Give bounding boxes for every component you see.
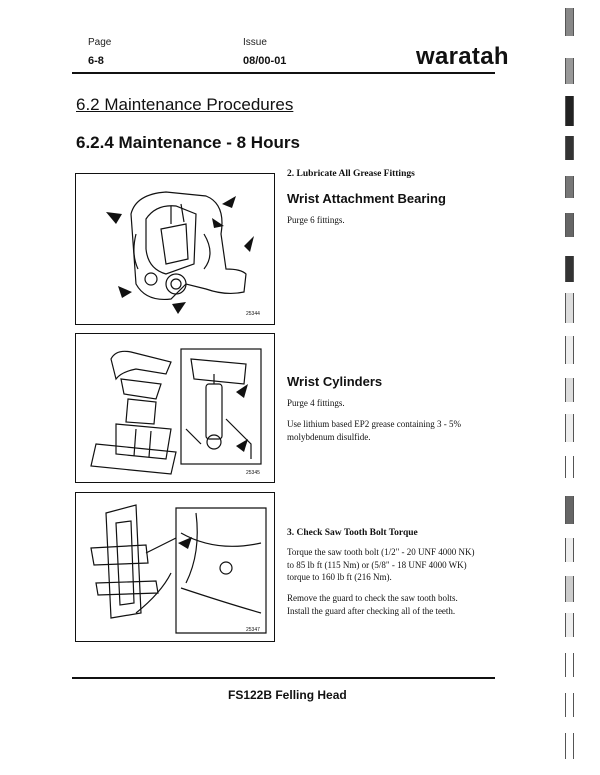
wrist-cylinders-purge: Purge 4 fittings. <box>287 398 345 408</box>
wrist-cylinders-heading: Wrist Cylinders <box>287 374 383 389</box>
grease-line: molybdenum disulfide. <box>287 431 371 442</box>
brand-logo: waratah <box>416 43 509 70</box>
subsection-title: 6.2.4 Maintenance - 8 Hours <box>76 133 300 152</box>
figure-id: 25344 <box>246 311 260 317</box>
section-tab <box>565 496 574 524</box>
wrist-bearing-illustration <box>76 174 274 324</box>
issue-number: 08/00-01 <box>243 55 287 67</box>
wrist-cylinders-illustration <box>76 334 274 482</box>
section-tab <box>565 293 574 323</box>
torque-line: torque to 160 lb ft (216 Nm). <box>287 572 392 582</box>
torque-line: Torque the saw tooth bolt (1/2" - 20 UNF 4000 NK) <box>287 547 475 557</box>
figure-id: 25347 <box>246 627 260 633</box>
section-tab <box>565 336 574 364</box>
torque-text <box>287 546 475 584</box>
section-tab <box>565 213 574 237</box>
section-tab <box>565 538 574 562</box>
section-tab <box>565 414 574 442</box>
figure-wrist-bearing <box>75 173 275 325</box>
section-title: 6.2 Maintenance Procedures <box>76 95 294 114</box>
torque-line: to 85 lb ft (115 Nm) or (5/8" - 18 UNF 4000 WK) <box>287 559 467 570</box>
section-tab <box>565 378 574 402</box>
section-tab <box>565 653 574 677</box>
section-tab <box>565 136 574 160</box>
guard-line: Install the guard after checking all of the teeth. <box>287 605 456 616</box>
section-tab <box>565 456 574 478</box>
section-tab <box>565 733 574 759</box>
issue-label: Issue <box>243 37 267 48</box>
section-tab <box>565 693 574 717</box>
section-tab-strip <box>565 8 587 768</box>
footer-title: FS122B Felling Head <box>228 688 347 702</box>
grease-line: Use lithium based EP2 grease containing 3 - 5% <box>287 419 461 429</box>
step-3-heading: 3. Check Saw Tooth Bolt Torque <box>287 528 418 538</box>
figure-id: 25345 <box>246 470 260 476</box>
wrist-cylinders-grease <box>287 418 461 443</box>
page-number: 6-8 <box>88 55 104 67</box>
figure-saw-tooth <box>75 492 275 642</box>
header-rule <box>72 72 495 74</box>
guard-line: Remove the guard to check the saw tooth bolts. <box>287 593 458 603</box>
wrist-bearing-text: Purge 6 fittings. <box>287 215 345 225</box>
section-tab <box>565 576 574 602</box>
section-tab <box>565 8 574 36</box>
guard-text <box>287 592 458 617</box>
section-tab <box>565 58 574 84</box>
footer-rule <box>72 677 495 679</box>
section-tab <box>565 256 574 282</box>
saw-tooth-illustration <box>76 493 274 641</box>
section-tab <box>565 613 574 637</box>
section-tab <box>565 176 574 198</box>
page-label: Page <box>88 37 112 48</box>
section-tab <box>565 96 574 126</box>
wrist-bearing-heading: Wrist Attachment Bearing <box>287 191 446 206</box>
step-2-heading: 2. Lubricate All Grease Fittings <box>287 169 415 179</box>
figure-wrist-cylinders <box>75 333 275 483</box>
